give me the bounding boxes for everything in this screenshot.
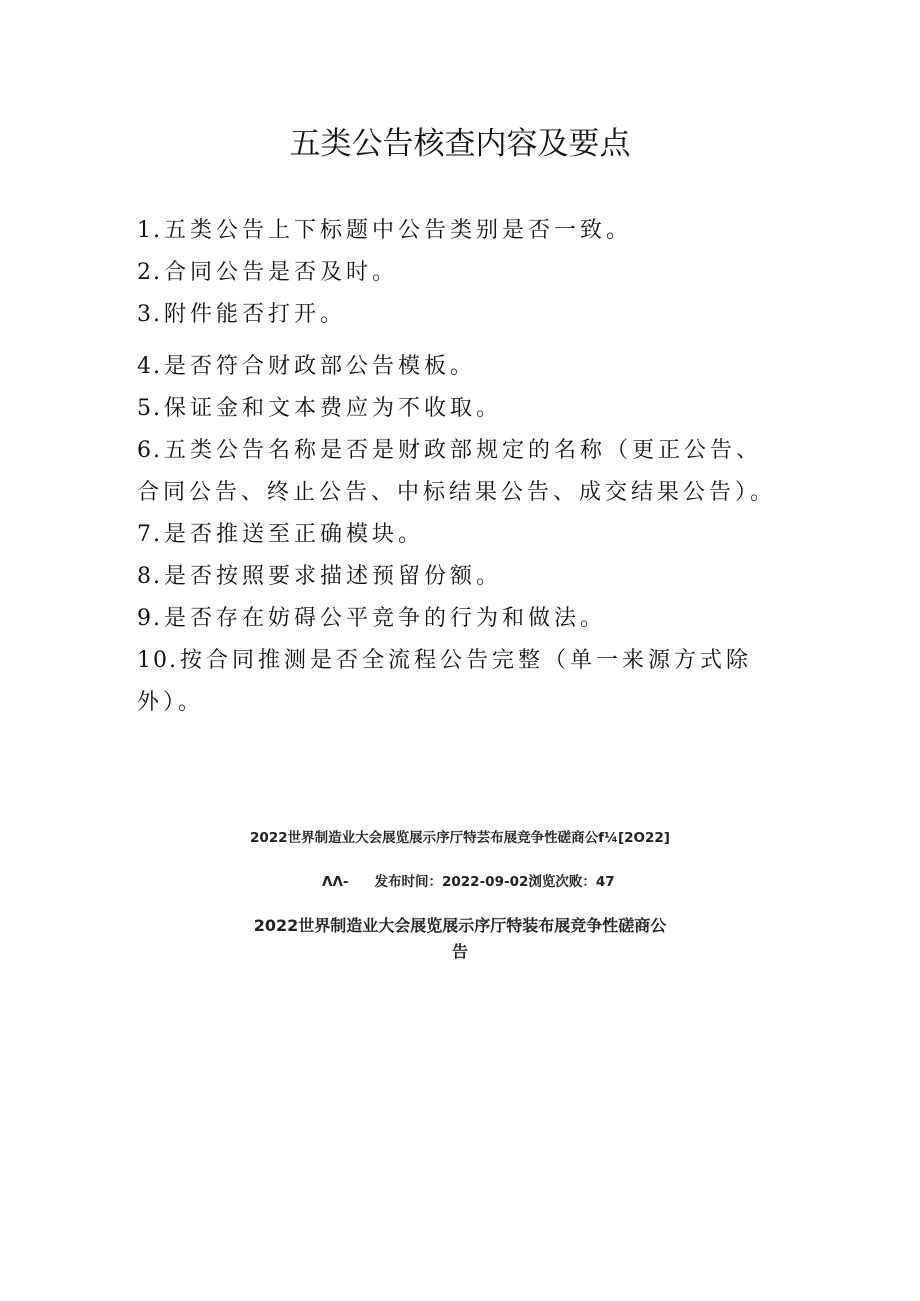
checklist-item [137,210,777,252]
notice-title-line: 告 [451,942,468,961]
item-text: .五类公告上下标题中公告类别是否一致。 [153,218,632,243]
notice-meta-prefix: ΛΛ- [322,874,349,890]
notice-title-line: 2022世界制造业大会展览展示序厅特装布展竞争性磋商公 [253,916,667,935]
checklist-item [137,252,777,294]
item-number: 7 [137,522,153,547]
item-number: 6 [137,438,153,463]
item-number: 4 [137,354,153,379]
item-number: 5 [137,396,153,421]
item-number: 2 [137,260,153,285]
item-text: .是否符合财政部公告模板。 [153,354,476,379]
checklist [137,210,777,724]
item-text: .合同公告是否及时。 [153,260,398,285]
notice-title [0,913,920,965]
item-number: 1 [137,218,153,243]
item-text: .是否推送至正确模块。 [153,522,424,547]
item-number: 10 [137,648,169,673]
notice-header: 2022世界制造业大会展览展示序厅特芸布展竞争性磋商公f¼[2O22] [250,830,670,846]
item-text: .是否存在妨碍公平竞争的行为和做法。 [153,606,606,631]
item-text: .五类公告名称是否是财政部规定的名称（更正公告、合同公告、终止公告、中标结果公告、成交结果公告）。 [137,438,777,505]
checklist-item [137,346,777,388]
checklist-item [137,514,777,556]
item-text: .是否按照要求描述预留份额。 [153,564,502,589]
item-text: .按合同推测是否全流程公告完整（单一来源方式除外）。 [137,648,752,715]
checklist-item [137,430,777,514]
item-number: 8 [137,564,153,589]
notice-meta [322,870,615,890]
checklist-item [137,598,777,640]
item-number: 3 [137,302,153,327]
checklist-item [137,640,777,724]
checklist-item [137,294,777,336]
checklist-item [137,556,777,598]
item-text: .保证金和文本费应为不收取。 [153,396,502,421]
notice-meta-text: 发布时间：2022-09-02浏览次败：47 [374,874,615,890]
document-title: 五类公告核查内容及要点 [289,126,631,162]
item-text: .附件能否打开。 [153,302,346,327]
item-number: 9 [137,606,153,631]
checklist-item [137,388,777,430]
